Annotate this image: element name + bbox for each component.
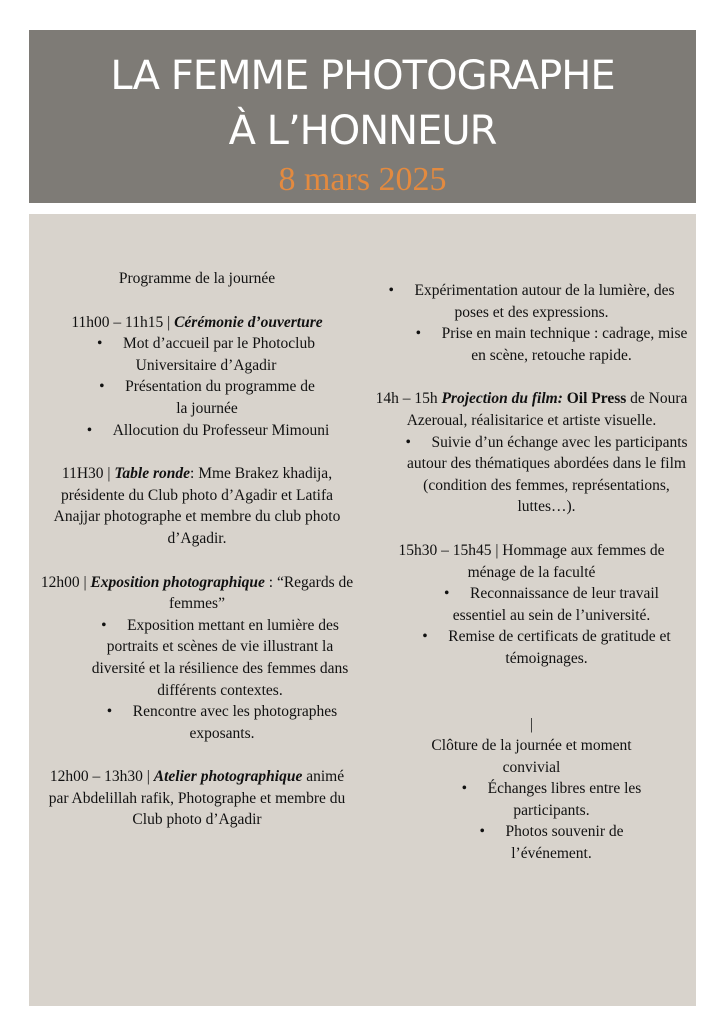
- exhibition-time: 12h00 |: [40, 573, 91, 591]
- tribute-item-2: • Remise de certificats de gratitude et témoignages.: [374, 626, 689, 669]
- title-line-1: LA FEMME PHOTOGRAPHE: [110, 53, 615, 99]
- film-item-1: • Suivie d’un échange avec les participants autour des thématiques abordées dans le film (condition des femmes, représentations, luttes…).: [374, 432, 689, 518]
- workshop-item-1: • Expérimentation autour de la lumière, des poses et des expressions.: [374, 280, 689, 323]
- film-text: de Noura Azeroual, réalisitarice et artiste visuelle.: [406, 390, 688, 429]
- exhibition-text: : “Regards de femmes”: [169, 573, 354, 613]
- roundtable-title: Table ronde: [114, 465, 191, 483]
- roundtable-time: 11H30 |: [61, 465, 115, 483]
- program-right-column: [374, 280, 689, 865]
- opening-time: 11h00 – 11h15 |: [71, 313, 175, 331]
- exhibition-section: [39, 572, 355, 615]
- film-section: [374, 388, 689, 431]
- workshop-section: [39, 766, 355, 831]
- workshop-time: 12h00 – 13h30 |: [49, 768, 154, 786]
- workshop-title: Atelier photographique: [153, 768, 303, 786]
- opening-item-3: • Allocution du Professeur Mimouni: [39, 420, 355, 442]
- opening-item-1: • Mot d’accueil par le Photoclub Universitaire d’Agadir: [39, 333, 355, 376]
- exhibition-item-1: • Exposition mettant en lumière des portraits et scènes de vie illustrant la diversité et la résilience des femmes dans différents contextes.: [39, 615, 355, 701]
- closing-item-1: • Échanges libres entre les participants.: [374, 778, 689, 821]
- opening-item-2: • Présentation du programme de la journée: [39, 376, 355, 419]
- exhibition-item-2: • Rencontre avec les photographes exposants.: [39, 701, 355, 744]
- closing-separator: |: [529, 715, 534, 733]
- program-heading: Programme de la journée: [118, 270, 276, 287]
- event-date: 8 mars 2025: [278, 161, 447, 198]
- closing-item-2: • Photos souvenir de l’événement.: [374, 821, 689, 864]
- roundtable-text: : Mme Brakez khadija, présidente du Club photo d’Agadir et Latifa Anajjar photographe et membre du club photo d’Agadir.: [53, 465, 341, 547]
- tribute-section: 15h30 – 15h45 | Hommage aux femmes de ménage de la faculté: [398, 541, 665, 581]
- workshop-item-2: • Prise en main technique : cadrage, mise en scène, retouche rapide.: [374, 323, 689, 366]
- closing-section: Clôture de la journée et moment convivial: [431, 737, 632, 776]
- film-time: 14h – 15h: [375, 390, 442, 408]
- tribute-item-1: • Reconnaissance de leur travail essentiel au sein de l’université.: [374, 583, 689, 626]
- film-name: Oil Press: [566, 390, 627, 408]
- roundtable-section: [39, 463, 355, 549]
- program-left-column: [39, 268, 355, 831]
- opening-title: Cérémonie d’ouverture: [174, 313, 323, 331]
- exhibition-title: Exposition photographique: [90, 573, 265, 591]
- program-panel: [29, 214, 696, 1006]
- opening-section: [39, 312, 355, 334]
- workshop-text: animé par Abdelillah rafik, Photographe et membre du Club photo d’Agadir: [48, 768, 346, 829]
- film-title: Projection du film:: [441, 390, 563, 408]
- title-line-2: À L’HONNEUR: [228, 108, 497, 154]
- header-banner: [29, 30, 696, 203]
